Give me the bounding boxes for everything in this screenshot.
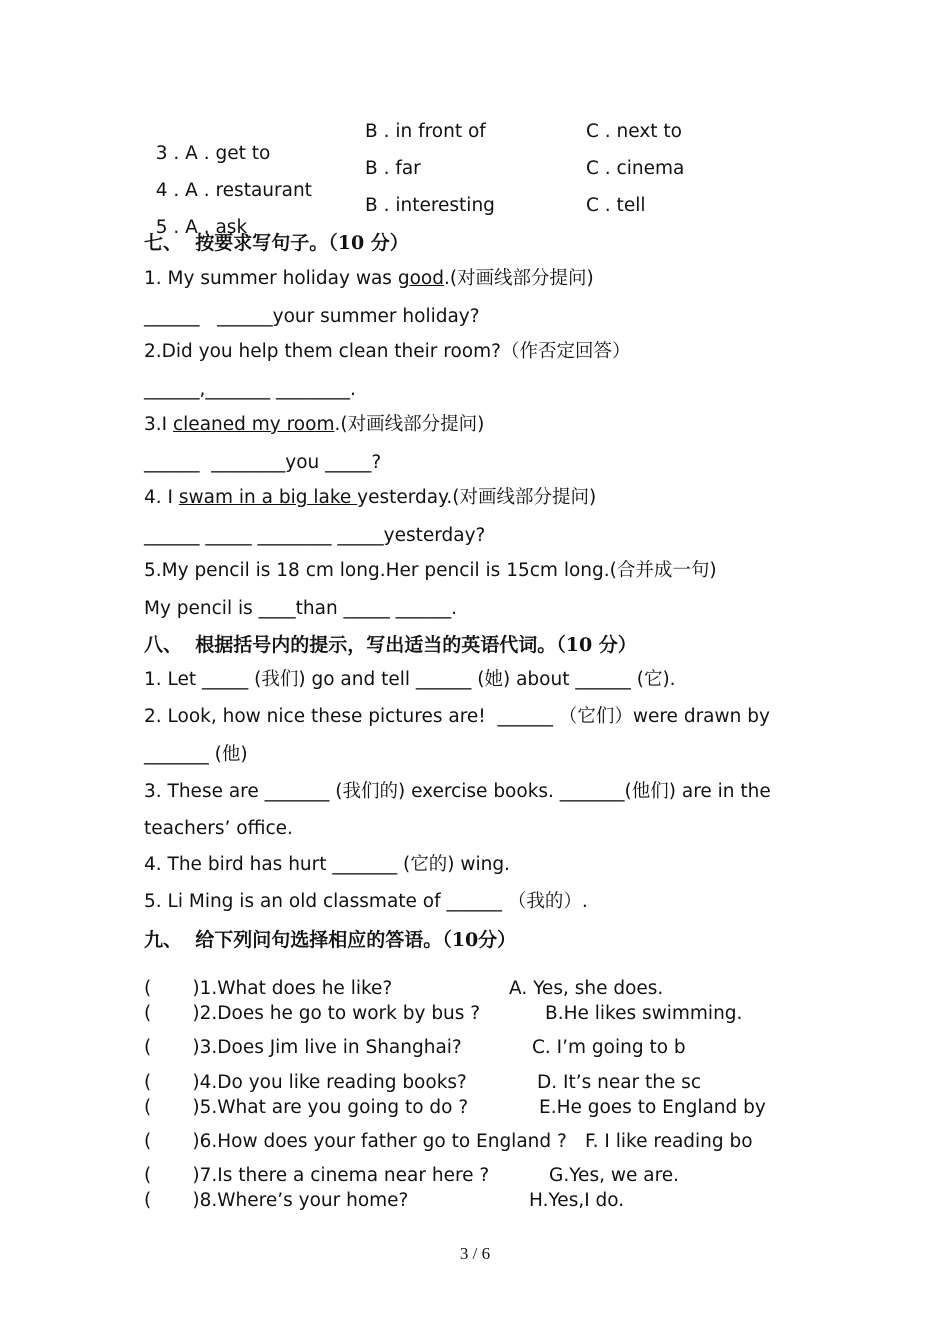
q-text: 1. My summer holiday was [144, 268, 398, 289]
s8-line-2: 2. Look, how nice these pictures are! ______ （它们）were drawn by [144, 706, 770, 727]
s9-answer-h: H.Yes,I do. [529, 1190, 625, 1211]
s9-question-2: ( )2.Does he go to work by bus ? [144, 1003, 481, 1024]
s9-question-4: ( )4.Do you like reading books? [144, 1072, 467, 1093]
s8-line-7: 5. Li Ming is an old classmate of ______ （我的）. [144, 891, 588, 912]
s7-question-4 [144, 487, 596, 509]
s8-line-3: _______ (他) [144, 744, 248, 765]
s9-question-1: ( )1.What does he like? [144, 978, 393, 999]
s9-question-6: ( )6.How does your father go to England ? [144, 1131, 567, 1152]
s7-answer-4: ______ _____ ________ _____yesterday? [144, 525, 486, 546]
s9-answer-c: C. I’m going to b [532, 1037, 686, 1058]
choice-c: C . tell [586, 195, 646, 216]
choice-a: 3 . A . get to [155, 143, 271, 164]
s9-answer-b: B.He likes swimming. [545, 1003, 743, 1024]
s7-answer-2: ______,_______ ________. [144, 379, 356, 400]
s7-question-2: 2.Did you help them clean their room?（作否定回答） [144, 341, 631, 362]
s7-question-3 [144, 414, 484, 436]
s8-line-4: 3. These are _______ (我们的) exercise books. _______(他们) are in the [144, 781, 771, 802]
underlined-text: good [397, 268, 444, 289]
s9-answer-d: D. It’s near the sc [537, 1072, 702, 1093]
section-9-heading: 九、 给下列问句选择相应的答语。（10分） [144, 929, 517, 951]
underlined-text: cleaned my room [173, 414, 335, 435]
s8-line-1: 1. Let _____ (我们) go and tell ______ (她) about ______ (它). [144, 669, 676, 690]
s9-answer-f: F. I like reading bo [585, 1131, 753, 1152]
choice-a: 5 . A . ask [155, 217, 248, 238]
s7-answer-3: ______ ________you _____? [144, 452, 382, 473]
s9-answer-g: G.Yes, we are. [549, 1165, 680, 1186]
choice-c: C . next to [586, 121, 682, 142]
q-instruction: .(对画线部分提问) [334, 414, 485, 435]
choice-b: B . far [365, 158, 421, 179]
s7-answer-1: ______ ______your summer holiday? [144, 306, 480, 327]
s9-question-3: ( )3.Does Jim live in Shanghai? [144, 1037, 462, 1058]
s8-line-5: teachers’ office. [144, 818, 293, 839]
s8-line-6: 4. The bird has hurt _______ (它的) wing. [144, 854, 510, 875]
q-instruction: yesterday.(对画线部分提问) [357, 487, 597, 508]
choice-c: C . cinema [586, 158, 685, 179]
section-7-heading: 七、 按要求写句子。（10 分） [144, 232, 409, 254]
q-instruction: .(对画线部分提问) [443, 268, 594, 289]
s9-question-7: ( )7.Is there a cinema near here ? [144, 1165, 490, 1186]
choice-a: 4 . A . restaurant [155, 180, 312, 201]
choice-b: B . interesting [365, 195, 495, 216]
choice-b: B . in front of [365, 121, 486, 142]
s9-answer-a: A. Yes, she does. [509, 978, 664, 999]
q-text: 4. I [144, 487, 179, 508]
page-number: 3 / 6 [459, 1244, 491, 1263]
section-8-heading: 八、 根据括号内的提示，写出适当的英语代词。（10 分） [144, 634, 637, 656]
s9-answer-e: E.He goes to England by [539, 1097, 766, 1118]
underlined-text: swam in a big lake [178, 487, 358, 508]
s9-question-8: ( )8.Where’s your home? [144, 1190, 409, 1211]
s9-question-5: ( )5.What are you going to do ? [144, 1097, 469, 1118]
s7-answer-5: My pencil is ____than _____ ______. [144, 598, 458, 619]
q-text: 3.I [144, 414, 173, 435]
s7-question-1 [144, 268, 594, 290]
s7-question-5: 5.My pencil is 18 cm long.Her pencil is 15cm long.(合并成一句) [144, 560, 717, 581]
